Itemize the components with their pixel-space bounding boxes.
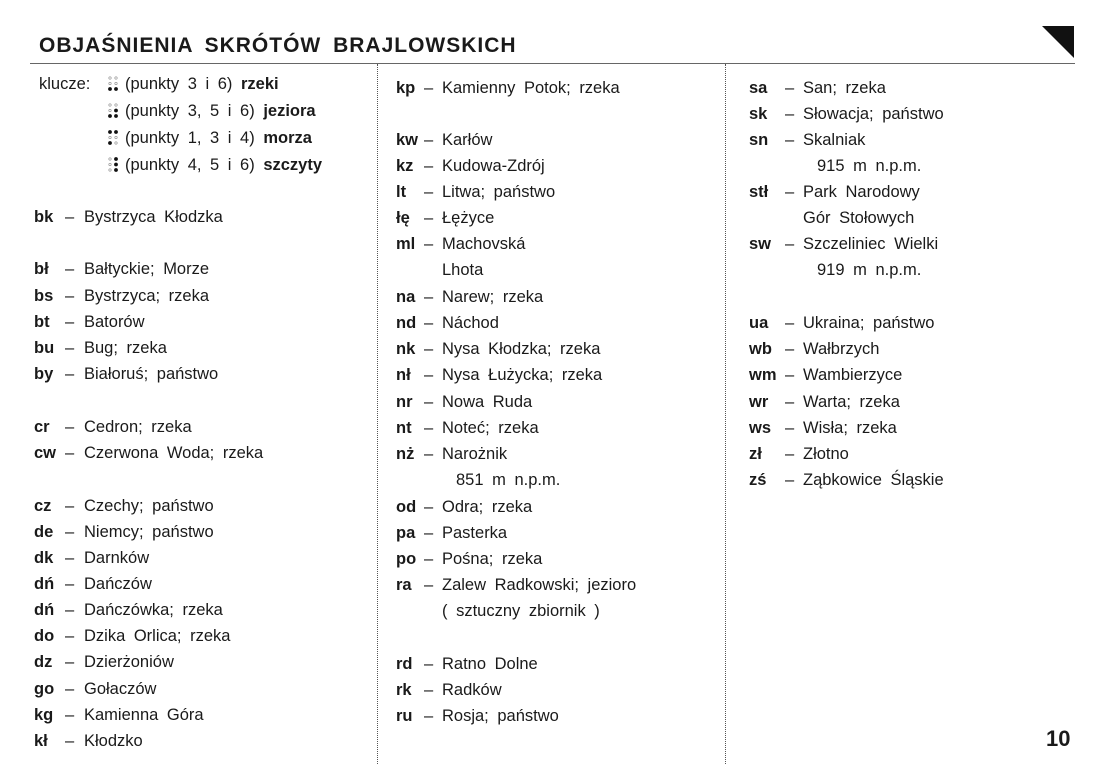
braille-dot	[109, 77, 111, 79]
abbreviation: po	[396, 550, 417, 568]
abbreviation-meaning: Ratno Dolne	[442, 655, 538, 673]
braille-dot	[109, 136, 111, 138]
key-name: rzeki	[240, 75, 279, 93]
abbreviation-meaning: Bystrzyca; rzeka	[84, 287, 210, 305]
abbreviation: do	[34, 627, 55, 645]
abbreviation-meaning: San; rzeka	[803, 79, 886, 97]
abbreviation: kz	[396, 157, 414, 175]
abbreviation-meaning: Dzierżoniów	[84, 653, 174, 671]
abbreviation-meaning-continued: Gór Stołowych	[803, 209, 915, 227]
abbreviation: sa	[749, 79, 768, 97]
header-rule	[30, 63, 1075, 64]
braille-dot	[114, 114, 118, 118]
abbreviation: zś	[749, 471, 767, 489]
abbreviation: wr	[749, 393, 769, 411]
abbreviation: ua	[749, 314, 769, 332]
abbreviation: kg	[34, 706, 54, 724]
key-points: (punkty 4, 5 i 6)	[125, 156, 255, 174]
abbreviation: cw	[34, 444, 57, 462]
braille-dot	[108, 114, 112, 118]
braille-dot	[114, 130, 118, 134]
key-points: (punkty 3 i 6)	[125, 75, 233, 93]
abbreviation-meaning: Niemcy; państwo	[84, 523, 214, 541]
abbreviation-meaning: Dańczówka; rzeka	[84, 601, 223, 619]
page-title: OBJAŚNIENIA SKRÓTÓW BRAJLOWSKICH	[39, 34, 517, 57]
key-points: (punkty 3, 5 i 6)	[125, 102, 255, 120]
braille-cell-icon	[107, 102, 119, 119]
column-divider-1	[377, 64, 378, 764]
abbreviation: wm	[749, 366, 777, 384]
braille-dot	[115, 136, 117, 138]
abbreviation: rd	[396, 655, 413, 673]
braille-cell-icon	[107, 75, 119, 92]
braille-dot	[115, 82, 117, 84]
abbreviation-meaning: Bałtyckie; Morze	[84, 260, 210, 278]
abbreviation-meaning: Dańczów	[84, 575, 152, 593]
braille-cell-icon	[107, 129, 119, 146]
abbreviation: wb	[749, 340, 772, 358]
braille-dot	[114, 157, 118, 161]
braille-dot	[109, 158, 111, 160]
abbreviation-meaning: Dzika Orlica; rzeka	[84, 627, 231, 645]
abbreviation-meaning: Kamienny Potok; rzeka	[442, 79, 620, 97]
abbreviation-meaning: Park Narodowy	[803, 183, 920, 201]
braille-dot	[109, 169, 111, 171]
abbreviation-meaning: Batorów	[84, 313, 145, 331]
corner-triangle-icon	[1042, 26, 1074, 58]
abbreviation: zł	[749, 445, 762, 463]
abbreviation-meaning: Pasterka	[442, 524, 508, 542]
abbreviation-meaning: Kudowa-Zdrój	[442, 157, 545, 175]
abbreviation: ra	[396, 576, 412, 594]
abbreviation-meaning: Nysa Łużycka; rzeka	[442, 366, 603, 384]
page-number: 10	[1046, 726, 1071, 751]
abbreviation-meaning: Bug; rzeka	[84, 339, 167, 357]
abbreviation: by	[34, 365, 54, 383]
key-points: (punkty 1, 3 i 4)	[125, 129, 255, 147]
braille-dot	[114, 163, 118, 167]
abbreviation-meaning: Kłodzko	[84, 732, 143, 750]
abbreviation: kw	[396, 131, 419, 149]
abbreviation-meaning: Náchod	[442, 314, 499, 332]
abbreviation: pa	[396, 524, 416, 542]
abbreviation-meaning: Odra; rzeka	[442, 498, 533, 516]
abbreviation: sw	[749, 235, 772, 253]
abbreviation-meaning: Białoruś; państwo	[84, 365, 219, 383]
abbreviation-meaning: Radków	[442, 681, 502, 699]
abbreviation: cr	[34, 418, 50, 436]
abbreviation-meaning: Machovská	[442, 235, 526, 253]
abbreviation: cz	[34, 497, 52, 515]
abbreviation-meaning: Warta; rzeka	[803, 393, 900, 411]
abbreviation-meaning: Darnków	[84, 549, 150, 567]
braille-dot	[108, 87, 112, 91]
abbreviation: łę	[396, 209, 410, 227]
abbreviation: go	[34, 680, 55, 698]
abbreviation-meaning: Wisła; rzeka	[803, 419, 897, 437]
abbreviation: nt	[396, 419, 412, 437]
abbreviation: nd	[396, 314, 417, 332]
abbreviation-meaning: Kamienna Góra	[84, 706, 204, 724]
abbreviation-meaning: Skalniak	[803, 131, 866, 149]
abbreviation-meaning: Nysa Kłodzka; rzeka	[442, 340, 601, 358]
abbreviation: de	[34, 523, 54, 541]
abbreviation: nk	[396, 340, 416, 358]
abbreviation: sn	[749, 131, 769, 149]
braille-dot	[114, 168, 118, 172]
abbreviation: ru	[396, 707, 413, 725]
abbreviation-meaning: Narożnik	[442, 445, 508, 463]
abbreviation: nż	[396, 445, 415, 463]
abbreviation-meaning-continued: Lhota	[442, 261, 484, 279]
abbreviation-meaning: Czechy; państwo	[84, 497, 214, 515]
abbreviation: dń	[34, 575, 55, 593]
abbreviation-meaning: Narew; rzeka	[442, 288, 544, 306]
braille-dot	[109, 82, 111, 84]
abbreviation: dz	[34, 653, 53, 671]
abbreviation-meaning: Cedron; rzeka	[84, 418, 192, 436]
abbreviation: bs	[34, 287, 54, 305]
key-name: jeziora	[263, 102, 316, 120]
abbreviation: bł	[34, 260, 49, 278]
abbreviation-meaning: Litwa; państwo	[442, 183, 556, 201]
abbreviation-meaning: Łężyce	[442, 209, 495, 227]
abbreviation-meaning: Szczeliniec Wielki	[803, 235, 939, 253]
braille-dot	[114, 87, 118, 91]
abbreviation: dk	[34, 549, 54, 567]
abbreviation-meaning: Wambierzyce	[803, 366, 903, 384]
abbreviation-meaning: Czerwona Woda; rzeka	[84, 444, 264, 462]
abbreviation-meaning: Ukraina; państwo	[803, 314, 935, 332]
key-row-peaks	[107, 152, 322, 179]
key-row-rivers	[107, 71, 279, 98]
abbreviation: ml	[396, 235, 416, 253]
abbreviation-meaning: Karłów	[442, 131, 493, 149]
column-divider-2	[725, 64, 726, 764]
abbreviation: sk	[749, 105, 768, 123]
braille-dot	[108, 141, 112, 145]
abbreviation-meaning-continued: ( sztuczny zbiornik )	[442, 602, 600, 620]
key-label: klucze:	[39, 75, 91, 93]
abbreviation: dń	[34, 601, 55, 619]
key-name: szczyty	[263, 156, 323, 174]
braille-dot	[108, 130, 112, 134]
abbreviation-meaning: Gołaczów	[84, 680, 157, 698]
abbreviation-meaning: Ząbkowice Śląskie	[803, 471, 944, 489]
abbreviation: bk	[34, 208, 54, 226]
braille-dot	[109, 163, 111, 165]
abbreviation-meaning: Noteć; rzeka	[442, 419, 539, 437]
abbreviation: nr	[396, 393, 413, 411]
abbreviation-meaning-continued: 851 m n.p.m.	[456, 471, 561, 489]
abbreviation-meaning: Słowacja; państwo	[803, 105, 944, 123]
abbreviation-meaning: Rosja; państwo	[442, 707, 559, 725]
abbreviation: lt	[396, 183, 407, 201]
key-row-lakes	[107, 98, 316, 125]
braille-dot	[114, 109, 118, 113]
abbreviation-meaning: Bystrzyca Kłodzka	[84, 208, 223, 226]
abbreviation: od	[396, 498, 417, 516]
key-name: morza	[263, 129, 312, 147]
abbreviation: bu	[34, 339, 55, 357]
abbreviation: kp	[396, 79, 416, 97]
abbreviation: nł	[396, 366, 411, 384]
abbreviation: na	[396, 288, 416, 306]
braille-cell-icon	[107, 156, 119, 173]
abbreviation: rk	[396, 681, 412, 699]
key-row-seas	[107, 125, 312, 152]
abbreviation-meaning: Nowa Ruda	[442, 393, 533, 411]
abbreviation: kł	[34, 732, 48, 750]
braille-dot	[109, 104, 111, 106]
abbreviation: ws	[749, 419, 772, 437]
abbreviation-meaning: Pośna; rzeka	[442, 550, 543, 568]
abbreviation-meaning-continued: 919 m n.p.m.	[817, 261, 922, 279]
braille-dot	[115, 77, 117, 79]
braille-dot	[115, 142, 117, 144]
abbreviation-meaning: Zalew Radkowski; jezioro	[442, 576, 637, 594]
abbreviation: bt	[34, 313, 50, 331]
braille-dot	[109, 109, 111, 111]
abbreviation-meaning: Złotno	[803, 445, 849, 463]
abbreviation-meaning-continued: 915 m n.p.m.	[817, 157, 922, 175]
braille-dot	[115, 104, 117, 106]
abbreviation-meaning: Wałbrzych	[803, 340, 880, 358]
abbreviation: stł	[749, 183, 769, 201]
